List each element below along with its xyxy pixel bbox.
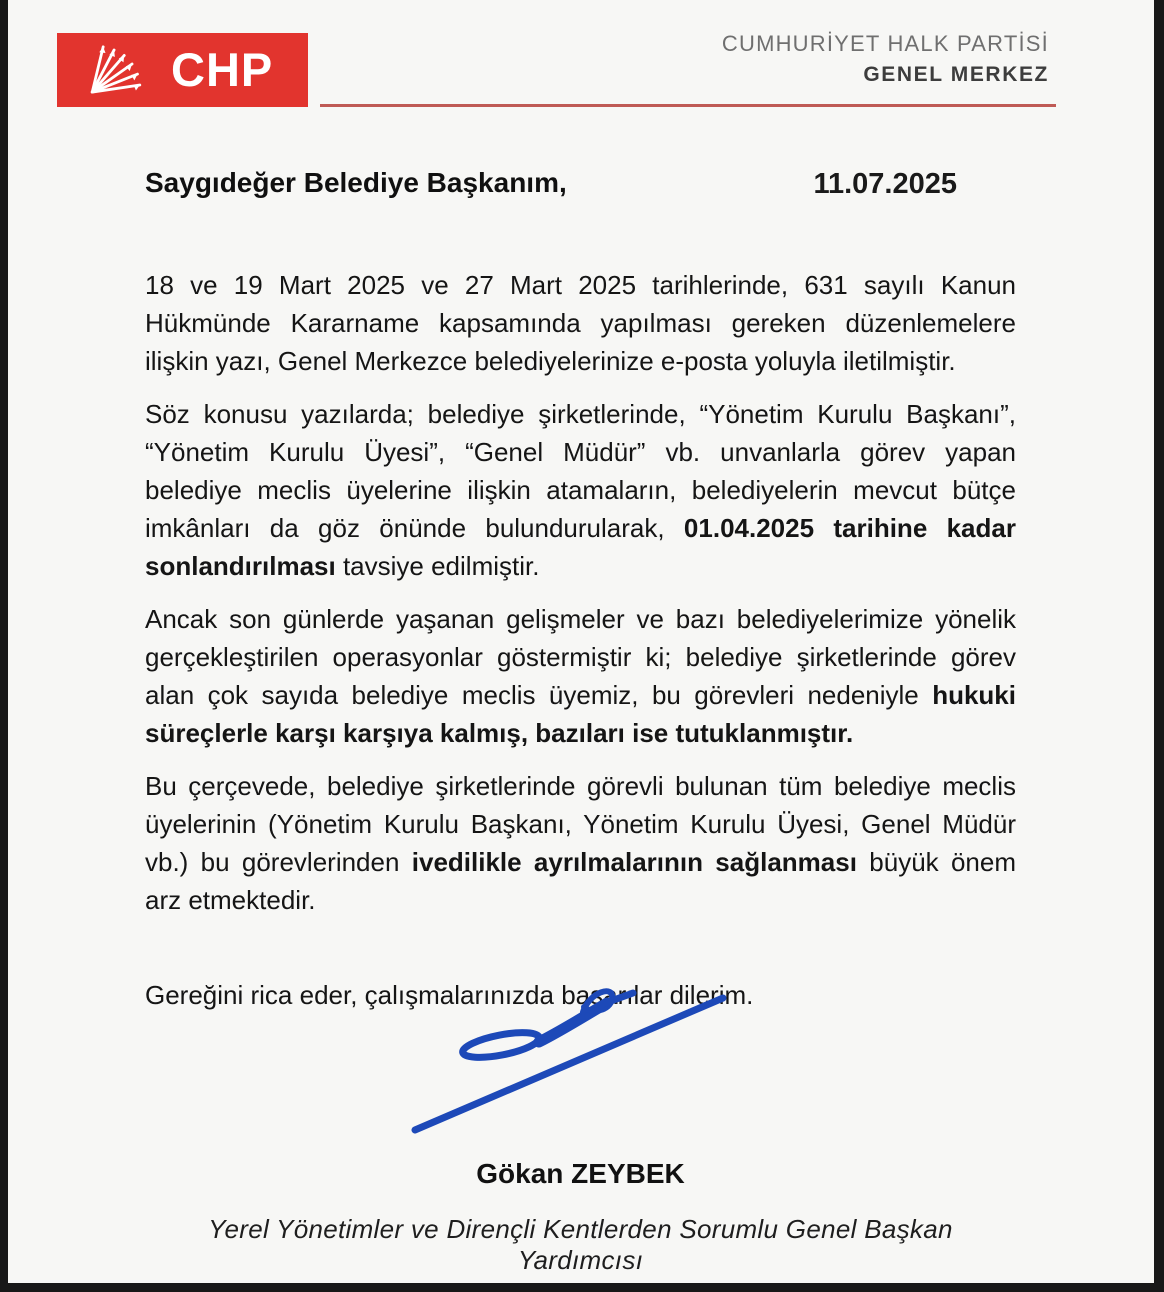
- scan-edge-right: [1154, 0, 1164, 1292]
- scan-edge-bottom: [0, 1283, 1164, 1292]
- six-arrows-icon: [79, 40, 157, 102]
- scan-edge-left: [0, 0, 8, 1292]
- closing-line: Gereğini rica eder, çalışmalarınızda başarılar dilerim.: [145, 980, 754, 1010]
- sign-block: [145, 1158, 1016, 1276]
- letter-paragraph: Bu çerçevede, belediye şirketlerinde görevli bulunan tüm belediye meclis üyelerinin (Yönetim Kurulu Başkanı, Yönetim Kurulu Üyesi, Genel Müdür vb.) bu görevlerinden ivedilikle ayrılmalarının sağlanması büyük önem arz etmektedir.: [145, 771, 1017, 915]
- signature-ink: [393, 972, 738, 1144]
- signer-title: Yerel Yönetimler ve Dirençli Kentlerden Sorumlu Genel Başkan Yardımcısı: [208, 1214, 953, 1275]
- org-block: [722, 30, 1049, 88]
- letter-paragraph: Ancak son günlerde yaşanan gelişmeler ve bazı belediyelerimize yönelik gerçekleştirilen operasyonlar göstermiştir ki; belediye şirketlerinde görev alan çok sayıda belediye meclis üyemiz, bu görevleri nedeniyle hukuki süreçlerle karşı karşıya kalmış, bazıları ise tutuklanmıştır.: [145, 604, 1016, 748]
- org-name: CUMHURİYET HALK PARTİSİ: [721, 31, 1049, 56]
- salutation: Saygıdeğer Belediye Başkanım,: [145, 167, 567, 198]
- letter-date: 11.07.2025: [813, 168, 957, 200]
- chp-logo: [57, 33, 308, 107]
- logo-text: CHP: [171, 42, 274, 96]
- handwritten-signature: [393, 972, 738, 1144]
- org-unit: GENEL MERKEZ: [863, 62, 1049, 86]
- letter-body: [145, 266, 1016, 1029]
- letter-paragraph: 18 ve 19 Mart 2025 ve 27 Mart 2025 tarihlerinde, 631 sayılı Kanun Hükmünde Kararname kapsamında yapılması gereken düzenlemelere ilişkin yazı, Genel Merkezce belediyelerinize e-posta yoluyla iletilmiştir.: [145, 270, 1016, 376]
- header-rule: [320, 104, 1056, 107]
- letter-paragraph: Söz konusu yazılarda; belediye şirketlerinde, “Yönetim Kurulu Başkanı”, “Yönetim Kurulu Üyesi”, “Genel Müdür” vb. unvanlarla görev yapan belediye meclis üyelerine ilişkin atamaların, belediyelerin mevcut bütçe imkânları da göz önünde bulundurularak, 01.04.2025 tarihine kadar sonlandırılması tavsiye edilmiştir.: [145, 399, 1016, 581]
- signer-name: Gökan ZEYBEK: [476, 1158, 685, 1189]
- letter-paragraphs: [145, 266, 1016, 919]
